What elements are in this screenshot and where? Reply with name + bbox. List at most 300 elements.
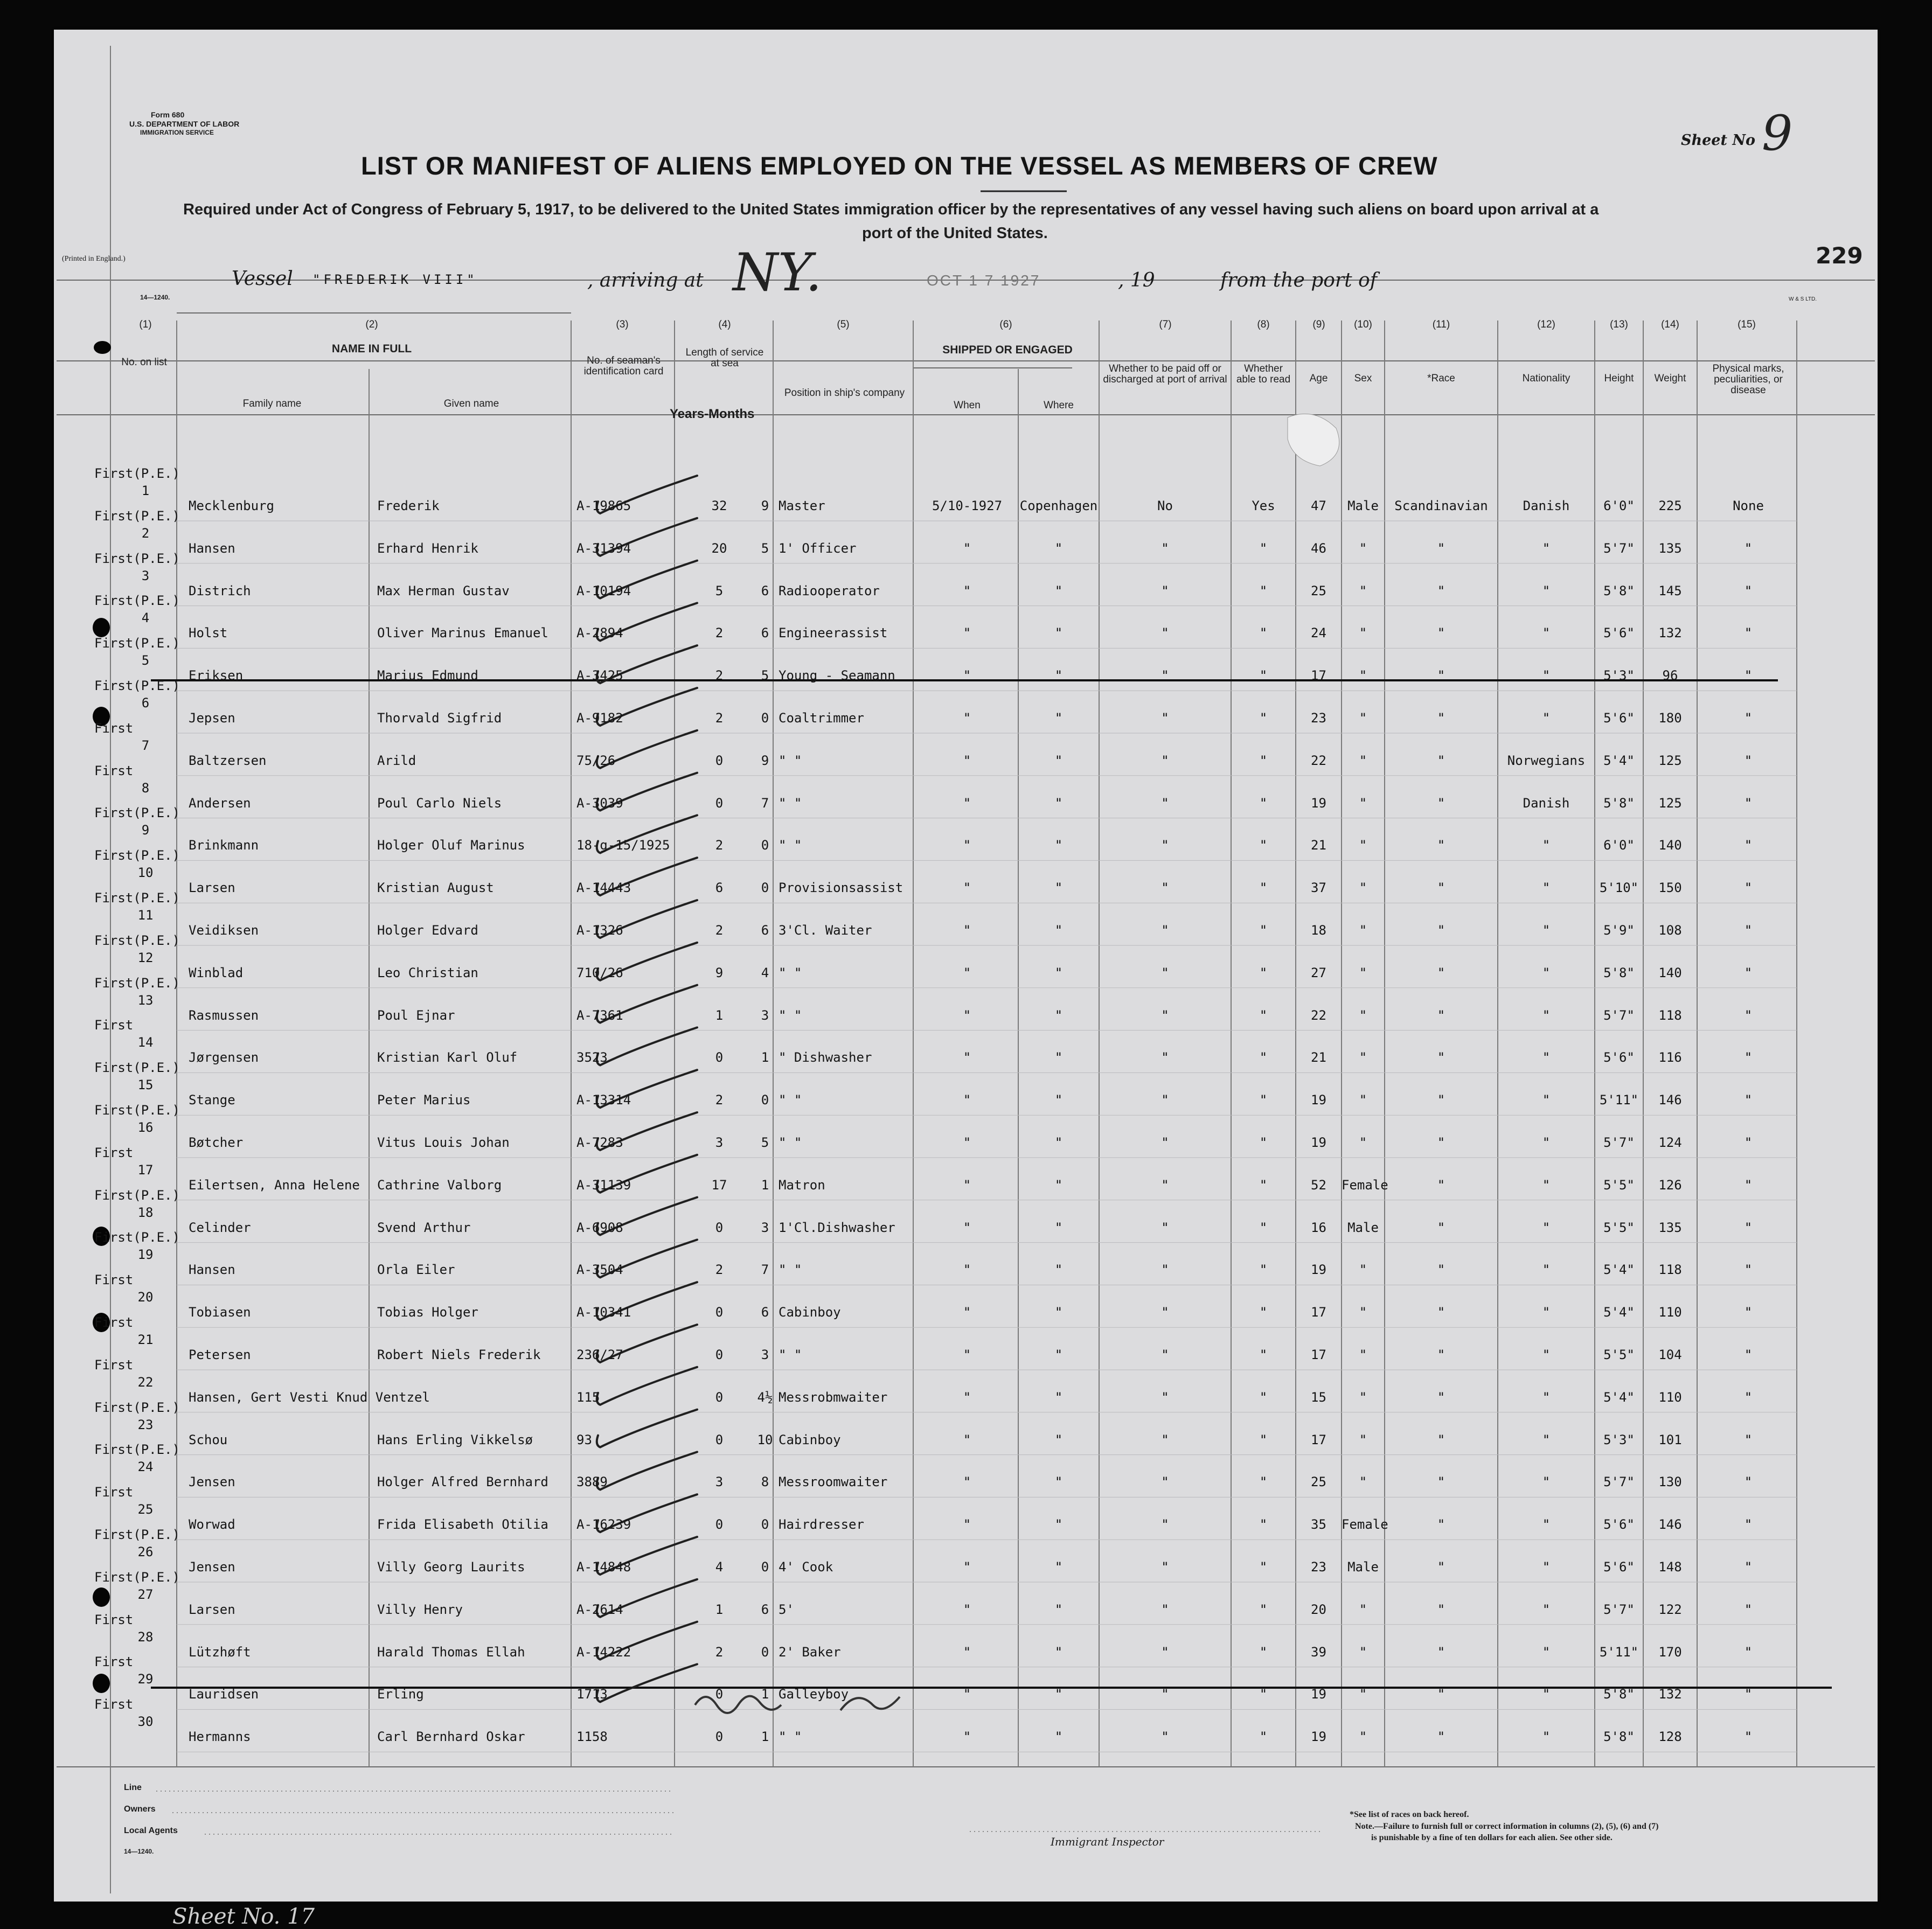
cell-read: " [1259, 540, 1268, 556]
cell-sex: " [1359, 1092, 1367, 1108]
cell-given: Vitus Louis Johan [377, 1135, 510, 1150]
cell-position: " " [779, 965, 802, 980]
cell-height: 5'8" [1603, 1729, 1635, 1745]
col-number-9: (9) [1312, 319, 1325, 330]
cell-where: " [1054, 923, 1063, 938]
cell-weight: 104 [1658, 1347, 1682, 1362]
row-class-label: First(P.E.) [94, 1187, 180, 1203]
cell-nat: " [1542, 838, 1551, 853]
col-weight: Weight [1654, 373, 1686, 384]
cell-sex: " [1359, 1474, 1367, 1490]
cell-months: 0 [761, 711, 769, 726]
cell-sex: " [1359, 965, 1367, 980]
cell-family: Worwad [189, 1517, 235, 1533]
cell-nat: " [1542, 1474, 1551, 1490]
col-length-service: Length of service at sea [685, 347, 764, 369]
row-class-label: First(P.E.) [94, 678, 180, 693]
row-number: 23 [137, 1417, 154, 1432]
cell-nat: Norwegians [1507, 753, 1586, 768]
cell-paid: " [1161, 1347, 1169, 1362]
col-number-11: (11) [1432, 319, 1450, 330]
cell-position: " Dishwasher [779, 1050, 872, 1066]
cell-family: Hansen, Gert Vesti Knud Ventzel [189, 1389, 430, 1405]
cell-where: " [1054, 1687, 1063, 1702]
cell-marks: " [1744, 540, 1753, 556]
row-number: 14 [137, 1035, 154, 1050]
cell-age: 19 [1311, 1135, 1326, 1150]
cell-height: 5'6" [1603, 1517, 1635, 1533]
footer-owners-label: Owners [124, 1805, 156, 1814]
cell-read: " [1259, 711, 1268, 726]
cell-given: Holger Edvard [377, 923, 478, 938]
cell-sex: " [1359, 1432, 1367, 1447]
cell-read: Yes [1252, 498, 1275, 513]
cell-read: " [1259, 1559, 1268, 1575]
cell-weight: 132 [1658, 1687, 1682, 1702]
cell-where: " [1054, 1050, 1063, 1066]
cell-weight: 146 [1658, 1517, 1682, 1533]
year-label: , 19 [1118, 269, 1155, 291]
cell-height: 6'0" [1603, 498, 1635, 513]
cell-position: " " [779, 1092, 802, 1108]
cell-read: " [1259, 1517, 1268, 1533]
row-number: 1 [141, 483, 150, 498]
cell-months: 8 [761, 1474, 769, 1490]
cell-weight: 135 [1658, 540, 1682, 556]
row-class-label: First [94, 1145, 134, 1160]
cell-where: " [1054, 1559, 1063, 1575]
vessel-name: "FREDERIK VIII" [312, 272, 478, 287]
cell-months: 6 [761, 1601, 769, 1617]
cell-sex: " [1359, 1347, 1367, 1362]
cell-nat: " [1542, 1305, 1551, 1320]
cell-position: " " [779, 1262, 802, 1278]
cell-given: Svend Arthur [377, 1220, 471, 1235]
cell-race: " [1437, 1050, 1445, 1066]
cell-weight: 150 [1658, 880, 1682, 896]
row-number: 19 [137, 1247, 154, 1263]
row-number: 11 [137, 908, 154, 923]
cell-sex: " [1359, 583, 1367, 598]
row-number: 28 [137, 1629, 154, 1645]
cell-years: 2 [715, 711, 724, 726]
cell-where: " [1054, 711, 1063, 726]
col-given-name: Given name [443, 398, 499, 409]
subtitle-line-2: port of the United States. [862, 225, 1048, 242]
cell-height: 5'7" [1603, 1474, 1635, 1490]
cell-where: " [1054, 795, 1063, 811]
cell-id: 236/27 [576, 1347, 623, 1362]
cell-family: Petersen [189, 1347, 251, 1362]
cell-years: 0 [715, 1305, 724, 1320]
cell-id: 18-g-15/1925 [576, 838, 670, 853]
subtitle-line-1: Required under Act of Congress of February 5, 1917, to be delivered to the United States immigration officer by the representatives of any vessel having such aliens on board upon arrival at a [183, 201, 1599, 218]
cell-race: " [1437, 1007, 1445, 1023]
cell-race: " [1437, 1559, 1445, 1575]
cell-months: 0 [761, 1092, 769, 1108]
cell-months: 9 [761, 498, 769, 513]
cell-read: " [1259, 1305, 1268, 1320]
stamped-page-number: 229 [1816, 242, 1863, 269]
row-number: 2 [141, 525, 150, 541]
cell-paid: " [1161, 1305, 1169, 1320]
cell-weight: 140 [1658, 838, 1682, 853]
cell-marks: " [1744, 583, 1753, 598]
cell-given: Arild [377, 753, 416, 768]
cell-nat: " [1542, 625, 1551, 641]
cell-age: 19 [1311, 1092, 1326, 1108]
cell-where: " [1054, 1644, 1063, 1660]
cell-position: " " [779, 1729, 802, 1745]
form-code: 14—1240. [140, 294, 170, 301]
cell-years: 1 [715, 1601, 724, 1617]
cell-where: " [1054, 1347, 1063, 1362]
cell-family: Holst [189, 625, 228, 641]
cell-marks: " [1744, 753, 1753, 768]
cell-read: " [1259, 583, 1268, 598]
cell-weight: 170 [1658, 1644, 1682, 1660]
service-label: IMMIGRATION SERVICE [140, 129, 214, 136]
cell-family: Jensen [189, 1559, 235, 1575]
cell-marks: None [1733, 498, 1764, 513]
cell-months: 6 [761, 625, 769, 641]
cell-where: " [1054, 1135, 1063, 1150]
cell-sex: " [1359, 1305, 1367, 1320]
row-class-label: First(P.E.) [94, 508, 180, 524]
cell-height: 5'10" [1599, 880, 1639, 896]
vessel-label: Vessel [232, 268, 293, 290]
row-number: 5 [141, 653, 150, 668]
cell-given: Leo Christian [377, 965, 478, 980]
cell-read: " [1259, 1474, 1268, 1490]
cell-paid: " [1161, 625, 1169, 641]
cell-months: 4 [761, 965, 769, 980]
cell-given: Kristian Karl Oluf [377, 1050, 518, 1066]
cell-years: 2 [715, 1092, 724, 1108]
cell-given: Frederik [377, 498, 440, 513]
cell-height: 5'6" [1603, 1050, 1635, 1066]
arrival-port-handwritten: NY. [733, 242, 822, 303]
cell-race: " [1437, 1644, 1445, 1660]
cell-age: 25 [1311, 583, 1326, 598]
cell-years: 4 [715, 1559, 724, 1575]
cell-when: " [963, 1305, 971, 1320]
cell-family: Schou [189, 1432, 228, 1447]
cell-age: 17 [1311, 668, 1326, 684]
sheet-label: Sheet No [1681, 132, 1756, 149]
cell-marks: " [1744, 923, 1753, 938]
cell-sex: " [1359, 1644, 1367, 1660]
cell-race: " [1437, 1220, 1445, 1235]
cell-where: " [1054, 1092, 1063, 1108]
cell-nat: " [1542, 1220, 1551, 1235]
cell-marks: " [1744, 625, 1753, 641]
cell-years: 17 [711, 1177, 727, 1193]
cell-sex: " [1359, 540, 1367, 556]
cell-given: Villy Georg Laurits [377, 1559, 525, 1575]
cell-paid: " [1161, 923, 1169, 938]
cell-age: 27 [1311, 965, 1326, 980]
col-when: When [954, 400, 981, 411]
cell-paid: " [1161, 1220, 1169, 1235]
cell-id: A-31394 [576, 540, 631, 556]
cell-age: 22 [1311, 1007, 1326, 1023]
cell-where: " [1054, 880, 1063, 896]
cell-weight: 145 [1658, 583, 1682, 598]
cell-paid: " [1161, 1687, 1169, 1702]
cell-given: Poul Carlo Niels [377, 795, 502, 811]
cell-when: " [963, 540, 971, 556]
row-class-label: First(P.E.) [94, 975, 180, 991]
row-class-label: First(P.E.) [94, 466, 180, 481]
cell-when: " [963, 1517, 971, 1533]
footer-dotted-lines [54, 30, 1878, 1902]
row-class-label: First(P.E.) [94, 551, 180, 566]
cell-paid: " [1161, 1007, 1169, 1023]
cell-paid: " [1161, 1389, 1169, 1405]
col-nationality: Nationality [1522, 373, 1570, 384]
cell-race: " [1437, 838, 1445, 853]
cell-race: " [1437, 540, 1445, 556]
cell-family: Districh [189, 583, 251, 598]
col-number-2: (2) [365, 319, 378, 330]
cell-months: 1 [761, 1050, 769, 1066]
cell-nat: " [1542, 1347, 1551, 1362]
cell-height: 5'6" [1603, 711, 1635, 726]
cell-paid: " [1161, 880, 1169, 896]
cell-weight: 132 [1658, 625, 1682, 641]
col-position: Position in ship's company [784, 387, 905, 399]
cell-marks: " [1744, 795, 1753, 811]
cell-nat: " [1542, 1601, 1551, 1617]
cell-given: Hans Erling Vikkelsø [377, 1432, 533, 1447]
cell-id: A-2614 [576, 1601, 623, 1617]
cell-marks: " [1744, 880, 1753, 896]
cell-where: " [1054, 1177, 1063, 1193]
cell-position: Messroomwaiter [779, 1474, 888, 1490]
cell-id: A-14848 [576, 1559, 631, 1575]
col-shipped-engaged: SHIPPED OR ENGAGED [942, 344, 1073, 356]
cell-where: " [1054, 753, 1063, 768]
cell-id: 3889 [576, 1474, 608, 1490]
cell-when: 5/10-1927 [932, 498, 1003, 513]
cell-years: 0 [715, 1389, 724, 1405]
cell-height: 6'0" [1603, 838, 1635, 853]
cell-sex: Male [1347, 1559, 1379, 1575]
cell-weight: 110 [1658, 1389, 1682, 1405]
footer-note-line-1: Note.—Failure to furnish full or correct information in columns (2), (5), (6) and (7) [1355, 1822, 1659, 1831]
cell-where: " [1054, 1389, 1063, 1405]
cell-years: 0 [715, 1432, 724, 1447]
cell-race: " [1437, 1177, 1445, 1193]
cell-race: " [1437, 625, 1445, 641]
cell-read: " [1259, 668, 1268, 684]
cell-sex: Female [1342, 1517, 1388, 1533]
cell-sex: " [1359, 753, 1367, 768]
cell-id: 115 [576, 1389, 600, 1405]
row-class-label: First(P.E.) [94, 636, 180, 651]
cell-marks: " [1744, 1305, 1753, 1320]
cell-family: Winblad [189, 965, 244, 980]
cell-family: Bøtcher [189, 1135, 244, 1150]
cell-read: " [1259, 965, 1268, 980]
cell-when: " [963, 795, 971, 811]
cell-marks: " [1744, 965, 1753, 980]
cell-weight: 148 [1658, 1559, 1682, 1575]
col-sex: Sex [1354, 373, 1372, 384]
cell-when: " [963, 838, 971, 853]
cell-years: 0 [715, 753, 724, 768]
form-number: Form 680 [151, 110, 185, 119]
cell-race: " [1437, 923, 1445, 938]
col-paid-off: Whether to be paid off or discharged at port of arrival [1103, 363, 1227, 385]
row-class-label: First [94, 1612, 134, 1627]
arriving-label: , arriving at [587, 269, 704, 291]
cell-read: " [1259, 1601, 1268, 1617]
cell-months: 5 [761, 540, 769, 556]
cell-marks: " [1744, 1262, 1753, 1278]
row-class-label: First [94, 1315, 134, 1330]
cell-read: " [1259, 795, 1268, 811]
cell-years: 9 [715, 965, 724, 980]
cell-nat: " [1542, 1687, 1551, 1702]
cell-race: " [1437, 965, 1445, 980]
cell-race: " [1437, 1432, 1445, 1447]
row-number: 16 [137, 1120, 154, 1135]
row-class-label: First [94, 1485, 134, 1500]
printer-mark: W & S LTD. [1789, 296, 1817, 302]
row-number: 8 [141, 780, 150, 796]
cell-position: Coaltrimmer [779, 711, 864, 726]
cell-nat: " [1542, 540, 1551, 556]
cell-given: Holger Alfred Bernhard [377, 1474, 548, 1490]
cell-where: " [1054, 1305, 1063, 1320]
row-number: 30 [137, 1714, 154, 1730]
cell-position: Young - Seamann [779, 668, 895, 684]
cell-weight: 140 [1658, 965, 1682, 980]
row-class-label: First [94, 1272, 134, 1288]
manifest-sheet [54, 30, 1878, 1902]
cell-where: " [1054, 1517, 1063, 1533]
cell-age: 19 [1311, 1729, 1326, 1745]
cell-race: " [1437, 1601, 1445, 1617]
col-number-10: (10) [1354, 319, 1372, 330]
cell-id: A-10194 [576, 583, 631, 598]
cell-given: Harald Thomas Ellah [377, 1644, 525, 1660]
cell-race: " [1437, 1474, 1445, 1490]
cell-race: " [1437, 1389, 1445, 1405]
cell-nat: " [1542, 1389, 1551, 1405]
cell-marks: " [1744, 668, 1753, 684]
cell-read: " [1259, 923, 1268, 938]
cell-weight: 118 [1658, 1262, 1682, 1278]
cell-years: 0 [715, 795, 724, 811]
cell-paid: " [1161, 711, 1169, 726]
cell-height: 5'5" [1603, 1347, 1635, 1362]
cell-months: 0 [761, 1517, 769, 1533]
row-class-label: First(P.E.) [94, 1569, 180, 1585]
cell-marks: " [1744, 1687, 1753, 1702]
cell-family: Eriksen [189, 668, 244, 684]
cell-marks: " [1744, 1474, 1753, 1490]
cell-years: 1 [715, 1007, 724, 1023]
footer-form-code: 14—1240. [124, 1848, 154, 1855]
cell-nat: " [1542, 1177, 1551, 1193]
row-number: 4 [141, 610, 150, 626]
footer-inspector-label: Immigrant Inspector [1051, 1835, 1164, 1848]
cell-paid: " [1161, 838, 1169, 853]
from-port-label: from the port of [1220, 269, 1378, 291]
row-number: 29 [137, 1672, 154, 1687]
cell-years: 32 [711, 498, 727, 513]
cell-race: " [1437, 1687, 1445, 1702]
cell-race: " [1437, 711, 1445, 726]
footer-agents-label: Local Agents [124, 1826, 178, 1835]
cell-read: " [1259, 880, 1268, 896]
department-label: U.S. DEPARTMENT OF LABOR [129, 120, 240, 128]
cell-when: " [963, 1474, 971, 1490]
row-class-label: First(P.E.) [94, 1442, 180, 1458]
cell-family: Hansen [189, 540, 235, 556]
cell-height: 5'8" [1603, 965, 1635, 980]
row-class-label: First [94, 1357, 134, 1373]
cell-position: Cabinboy [779, 1432, 841, 1447]
cell-id: 3523 [576, 1050, 608, 1066]
cell-years: 2 [715, 1644, 724, 1660]
col-number-5: (5) [837, 319, 850, 330]
cell-sex: " [1359, 1389, 1367, 1405]
cell-where: " [1054, 625, 1063, 641]
cell-marks: " [1744, 1135, 1753, 1150]
cell-paid: " [1161, 1559, 1169, 1575]
cell-position: Hairdresser [779, 1517, 864, 1533]
cell-id: A-3504 [576, 1262, 623, 1278]
cell-position: Matron [779, 1177, 825, 1193]
cell-read: " [1259, 1432, 1268, 1447]
cell-when: " [963, 583, 971, 598]
row-number: 12 [137, 950, 154, 965]
cell-given: Carl Bernhard Oskar [377, 1729, 525, 1745]
cell-family: Hansen [189, 1262, 235, 1278]
row-class-label: First(P.E.) [94, 932, 180, 948]
cell-marks: " [1744, 1559, 1753, 1575]
col-number-3: (3) [616, 319, 629, 330]
row-class-label: First(P.E.) [94, 1230, 180, 1245]
cell-given: Orla Eiler [377, 1262, 455, 1278]
cell-weight: 146 [1658, 1092, 1682, 1108]
cell-id: A-1326 [576, 923, 623, 938]
cell-paid: " [1161, 1729, 1169, 1745]
cell-nat: " [1542, 965, 1551, 980]
cell-read: " [1259, 1262, 1268, 1278]
cell-where: " [1054, 965, 1063, 980]
row-class-label: First(P.E.) [94, 805, 180, 821]
cell-paid: " [1161, 1474, 1169, 1490]
cell-sex: " [1359, 1262, 1367, 1278]
cell-sex: " [1359, 880, 1367, 896]
cell-height: 5'4" [1603, 1389, 1635, 1405]
cell-where: " [1054, 583, 1063, 598]
col-number-13: (13) [1610, 319, 1628, 330]
cell-height: 5'5" [1603, 1177, 1635, 1193]
cell-sex: " [1359, 1007, 1367, 1023]
cell-weight: 135 [1658, 1220, 1682, 1235]
cell-months: 9 [761, 753, 769, 768]
cell-given: Cathrine Valborg [377, 1177, 502, 1193]
cell-weight: 96 [1662, 668, 1678, 684]
cell-age: 21 [1311, 1050, 1326, 1066]
col-number-7: (7) [1159, 319, 1172, 330]
